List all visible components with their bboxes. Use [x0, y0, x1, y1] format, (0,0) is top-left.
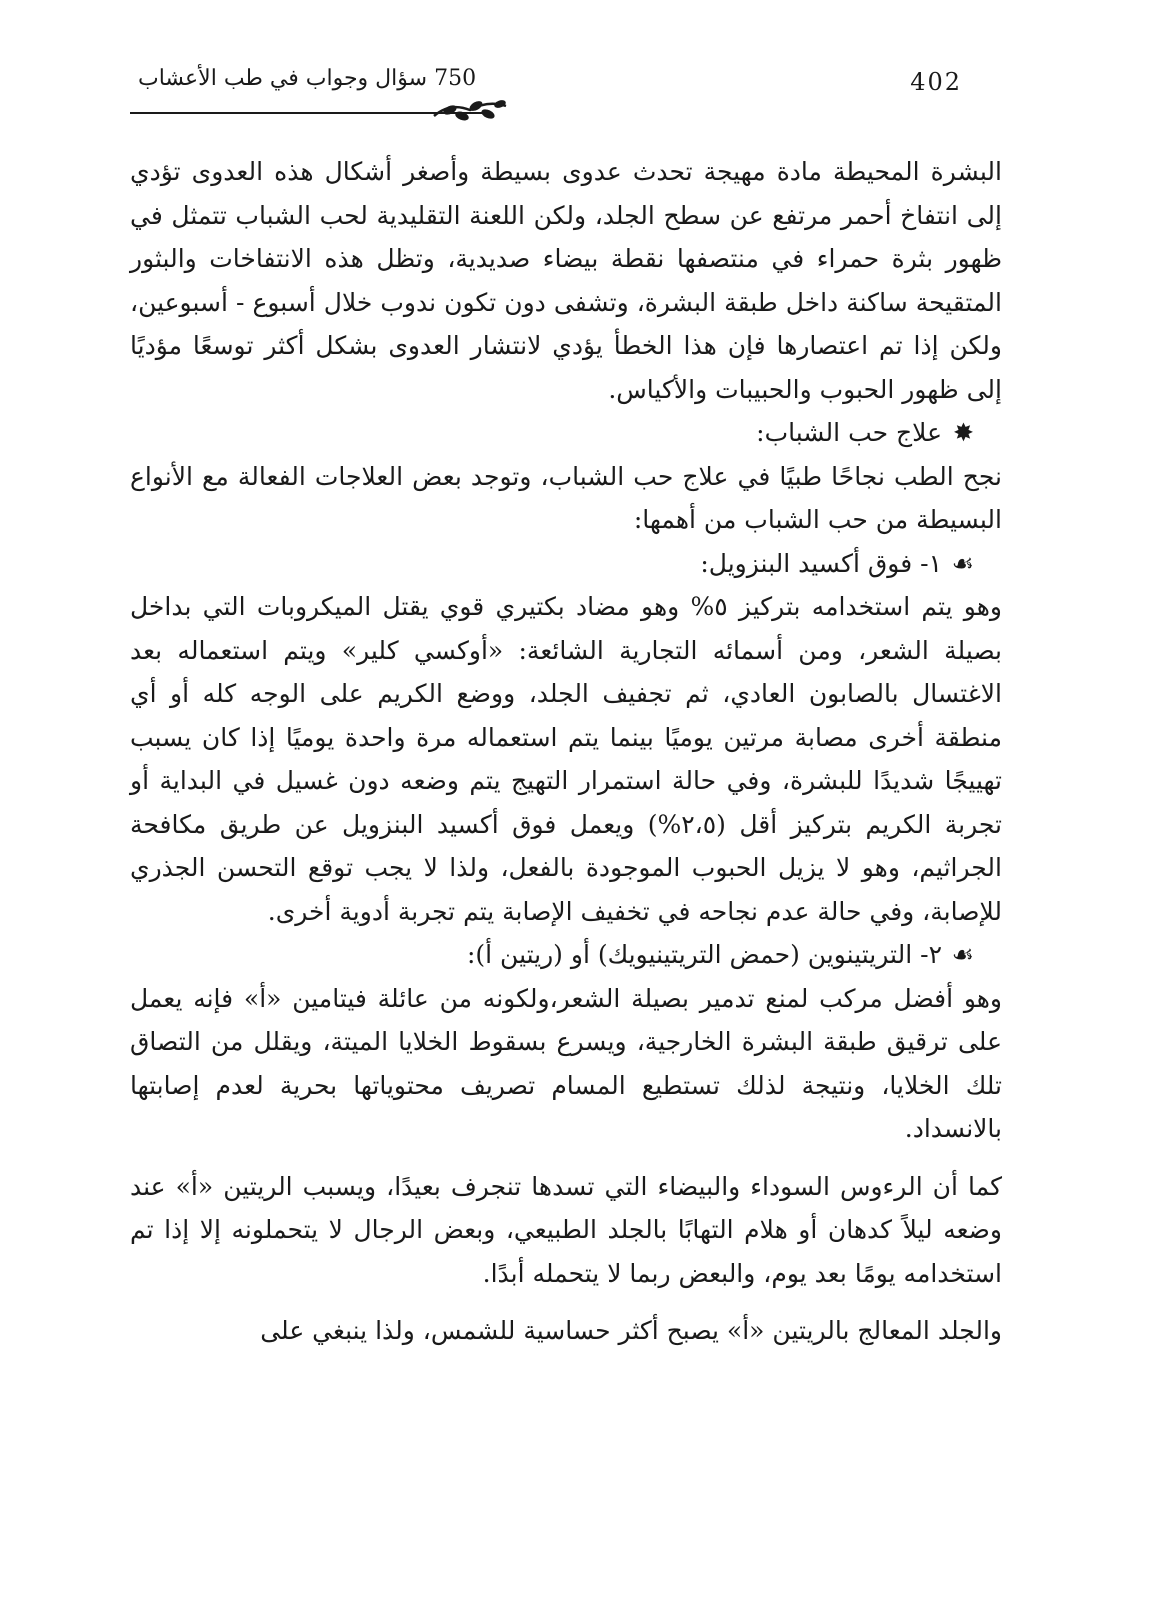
paragraph-tretinoin-effects: كما أن الرءوس السوداء والبيضاء التي تسدها تنجرف بعيدًا، ويسبب الريتين «أ» عند وضعه ليلاً كدهان أو هلام التهابًا بالجلد الطبيعي، وبعض الرجال لا يتحملونه إلا إذا تم استخدامه يومًا بعد يوم، والبعض ربما لا يتحمله أبدًا. — [130, 1171, 1002, 1288]
section-heading-text: علاج حب الشباب: — [756, 418, 942, 447]
item-heading-1-text: ١- فوق أكسيد البنزويل: — [700, 548, 942, 578]
floral-bullet-icon: ☙ — [951, 548, 974, 578]
paragraph-treatment-intro: نجح الطب نجاحًا طبيًا في علاج حب الشباب، وتوجد بعض العلاجات الفعالة مع الأنواع البسيطة من حب الشباب من أهمها: — [130, 461, 1002, 534]
page-number: 402 — [910, 68, 962, 96]
paragraph-benzoyl-peroxide: وهو يتم استخدامه بتركيز ٥% وهو مضاد بكتيري قوي يقتل الميكروبات التي بداخل بصيلة الشعر، ومن أسمائه التجارية الشائعة: «أوكسي كلير» ويتم استعماله بعد الاغتسال بالصابون العادي، ثم تجفيف الجلد، ووضع الكريم على الوجه كله أو أي منطقة أخرى مصابة مرتين يوميًا بينما يتم استعماله مرة واحدة يوميًا إذا كان يسبب تهييجًا شديدًا للبشرة، وفي حالة استمرار التهيج يتم وضعه دون غسيل في البداية أو تجربة الكريم بتركيز أقل (٢،٥%) ويعمل فوق أكسيد البنزويل عن طريق مكافحة الجراثيم، وهو لا يزيل الحبوب الموجودة بالفعل، ولذا لا يجب توقع التحسن الجذري للإصابة، وفي حالة عدم نجاحه في تخفيف الإصابة يتم تجربة أدوية أخرى. — [130, 592, 1002, 926]
paragraph-acne-description: البشرة المحيطة مادة مهيجة تحدث عدوى بسيطة وأصغر أشكال هذه العدوى تؤدي إلى انتفاخ أحمر مرتفع عن سطح الجلد، ولكن اللعنة التقليدية لحب الشباب تتمثل في ظهور بثرة حمراء في منتصفها نقطة بيضاء صديدية، وتظل هذه الانتفاخات والبثور المتقيحة ساكنة داخل طبقة البشرة، وتشفى دون تكون ندوب خلال أسبوع - أسبوعين، ولكن إذا تم اعتصارها فإن هذا الخطأ يؤدي لانتشار العدوى بشكل أكثر توسعًا مؤديًا إلى ظهور الحبوب والحبيبات والأكياس. — [130, 157, 1002, 404]
page-header — [130, 62, 1002, 132]
star-bullet-icon: ✸ — [953, 418, 974, 447]
paragraph-sun-sensitivity: والجلد المعالج بالريتين «أ» يصبح أكثر حساسية للشمس، ولذا ينبغي على — [260, 1316, 1002, 1345]
leaf-ornament-icon — [430, 96, 510, 126]
item-heading-1 — [130, 542, 1002, 586]
item-heading-2-text: ٢- التريتينوين (حمض التريتينيويك) أو (ريتين أ): — [466, 940, 942, 969]
floral-bullet-icon: ☙ — [951, 940, 974, 969]
paragraph-tretinoin: وهو أفضل مركب لمنع تدمير بصيلة الشعر،ولكونه من عائلة فيتامين «أ» فإنه يعمل على ترقيق طبقة البشرة الخارجية، ويسرع بسقوط الخلايا الميتة، ويقلل من التصاق تلك الخلايا، ونتيجة لذلك تستطيع المسام تصريف محتوياتها بحرية لعدم إصابتها بالانسداد. — [130, 983, 1002, 1143]
page-body — [130, 150, 1002, 1353]
section-heading — [130, 411, 1002, 455]
running-title: 750 سؤال وجواب في طب الأعشاب — [138, 66, 477, 91]
item-heading-2 — [130, 933, 1002, 977]
book-page — [130, 0, 1002, 1600]
